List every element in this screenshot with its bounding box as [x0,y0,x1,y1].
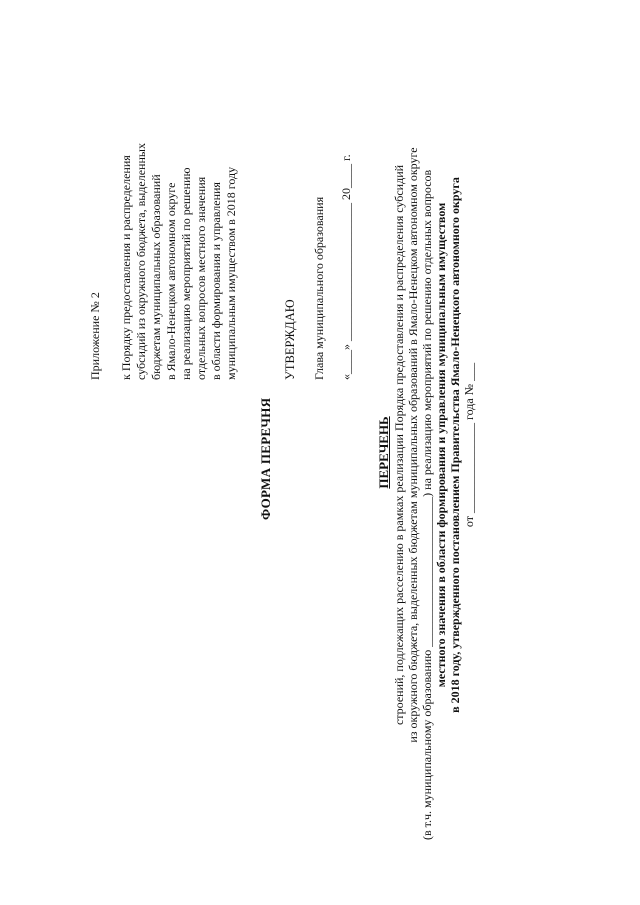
list-line: местного значения в области формирования и управления муниципальным имуществом [434,202,448,688]
list-line: в 2018 году, утвержденного постановлением Правительства Ямало-Ненецкого автономного округа [448,177,462,713]
appendix-line: на реализацию мероприятий по решению [179,167,193,380]
approval-title: УТВЕРЖДАЮ [283,299,297,380]
appendix-line: в Ямало-Ненецком автономном округе [164,182,178,380]
list-line: из окружного бюджета, выделенных бюджетам муниципальных образований в Ямало-Ненецком автономном округе [406,147,420,743]
appendix-line: отдельных вопросов местного значения [194,176,208,380]
appendix-line: в области формирования и управления [209,182,223,380]
approval-block [283,20,354,380]
appendix-block [88,0,239,380]
approval-date-line: «____» _______________________ 20____ г. [339,154,353,380]
list-line: строений, подлежащих расселению в рамках реализации Порядка предоставления и распределения субсидий [392,164,406,726]
appendix-line: субсидий из окружного бюджета, выделенных [134,143,148,380]
list-title: ПЕРЕЧЕНЬ [376,416,391,489]
appendix-line: бюджетам муниципальных образований [149,174,163,380]
appendix-title: Приложение № 2 [88,292,102,380]
approval-head-line: Глава муниципального образования [312,196,326,380]
list-body [392,20,476,870]
list-line: (в т.ч. муниципальному образованию _________________________) на реализацию мероприятий по решению отдельных вопросов [420,169,434,840]
appendix-line: к Порядку предоставления и распределения [119,155,133,380]
form-title: ФОРМА ПЕРЕЧНЯ [258,397,273,520]
list-line: от _______________ года № ___ [462,362,476,528]
appendix-line: муниципальным имуществом в 2018 году [224,166,238,380]
